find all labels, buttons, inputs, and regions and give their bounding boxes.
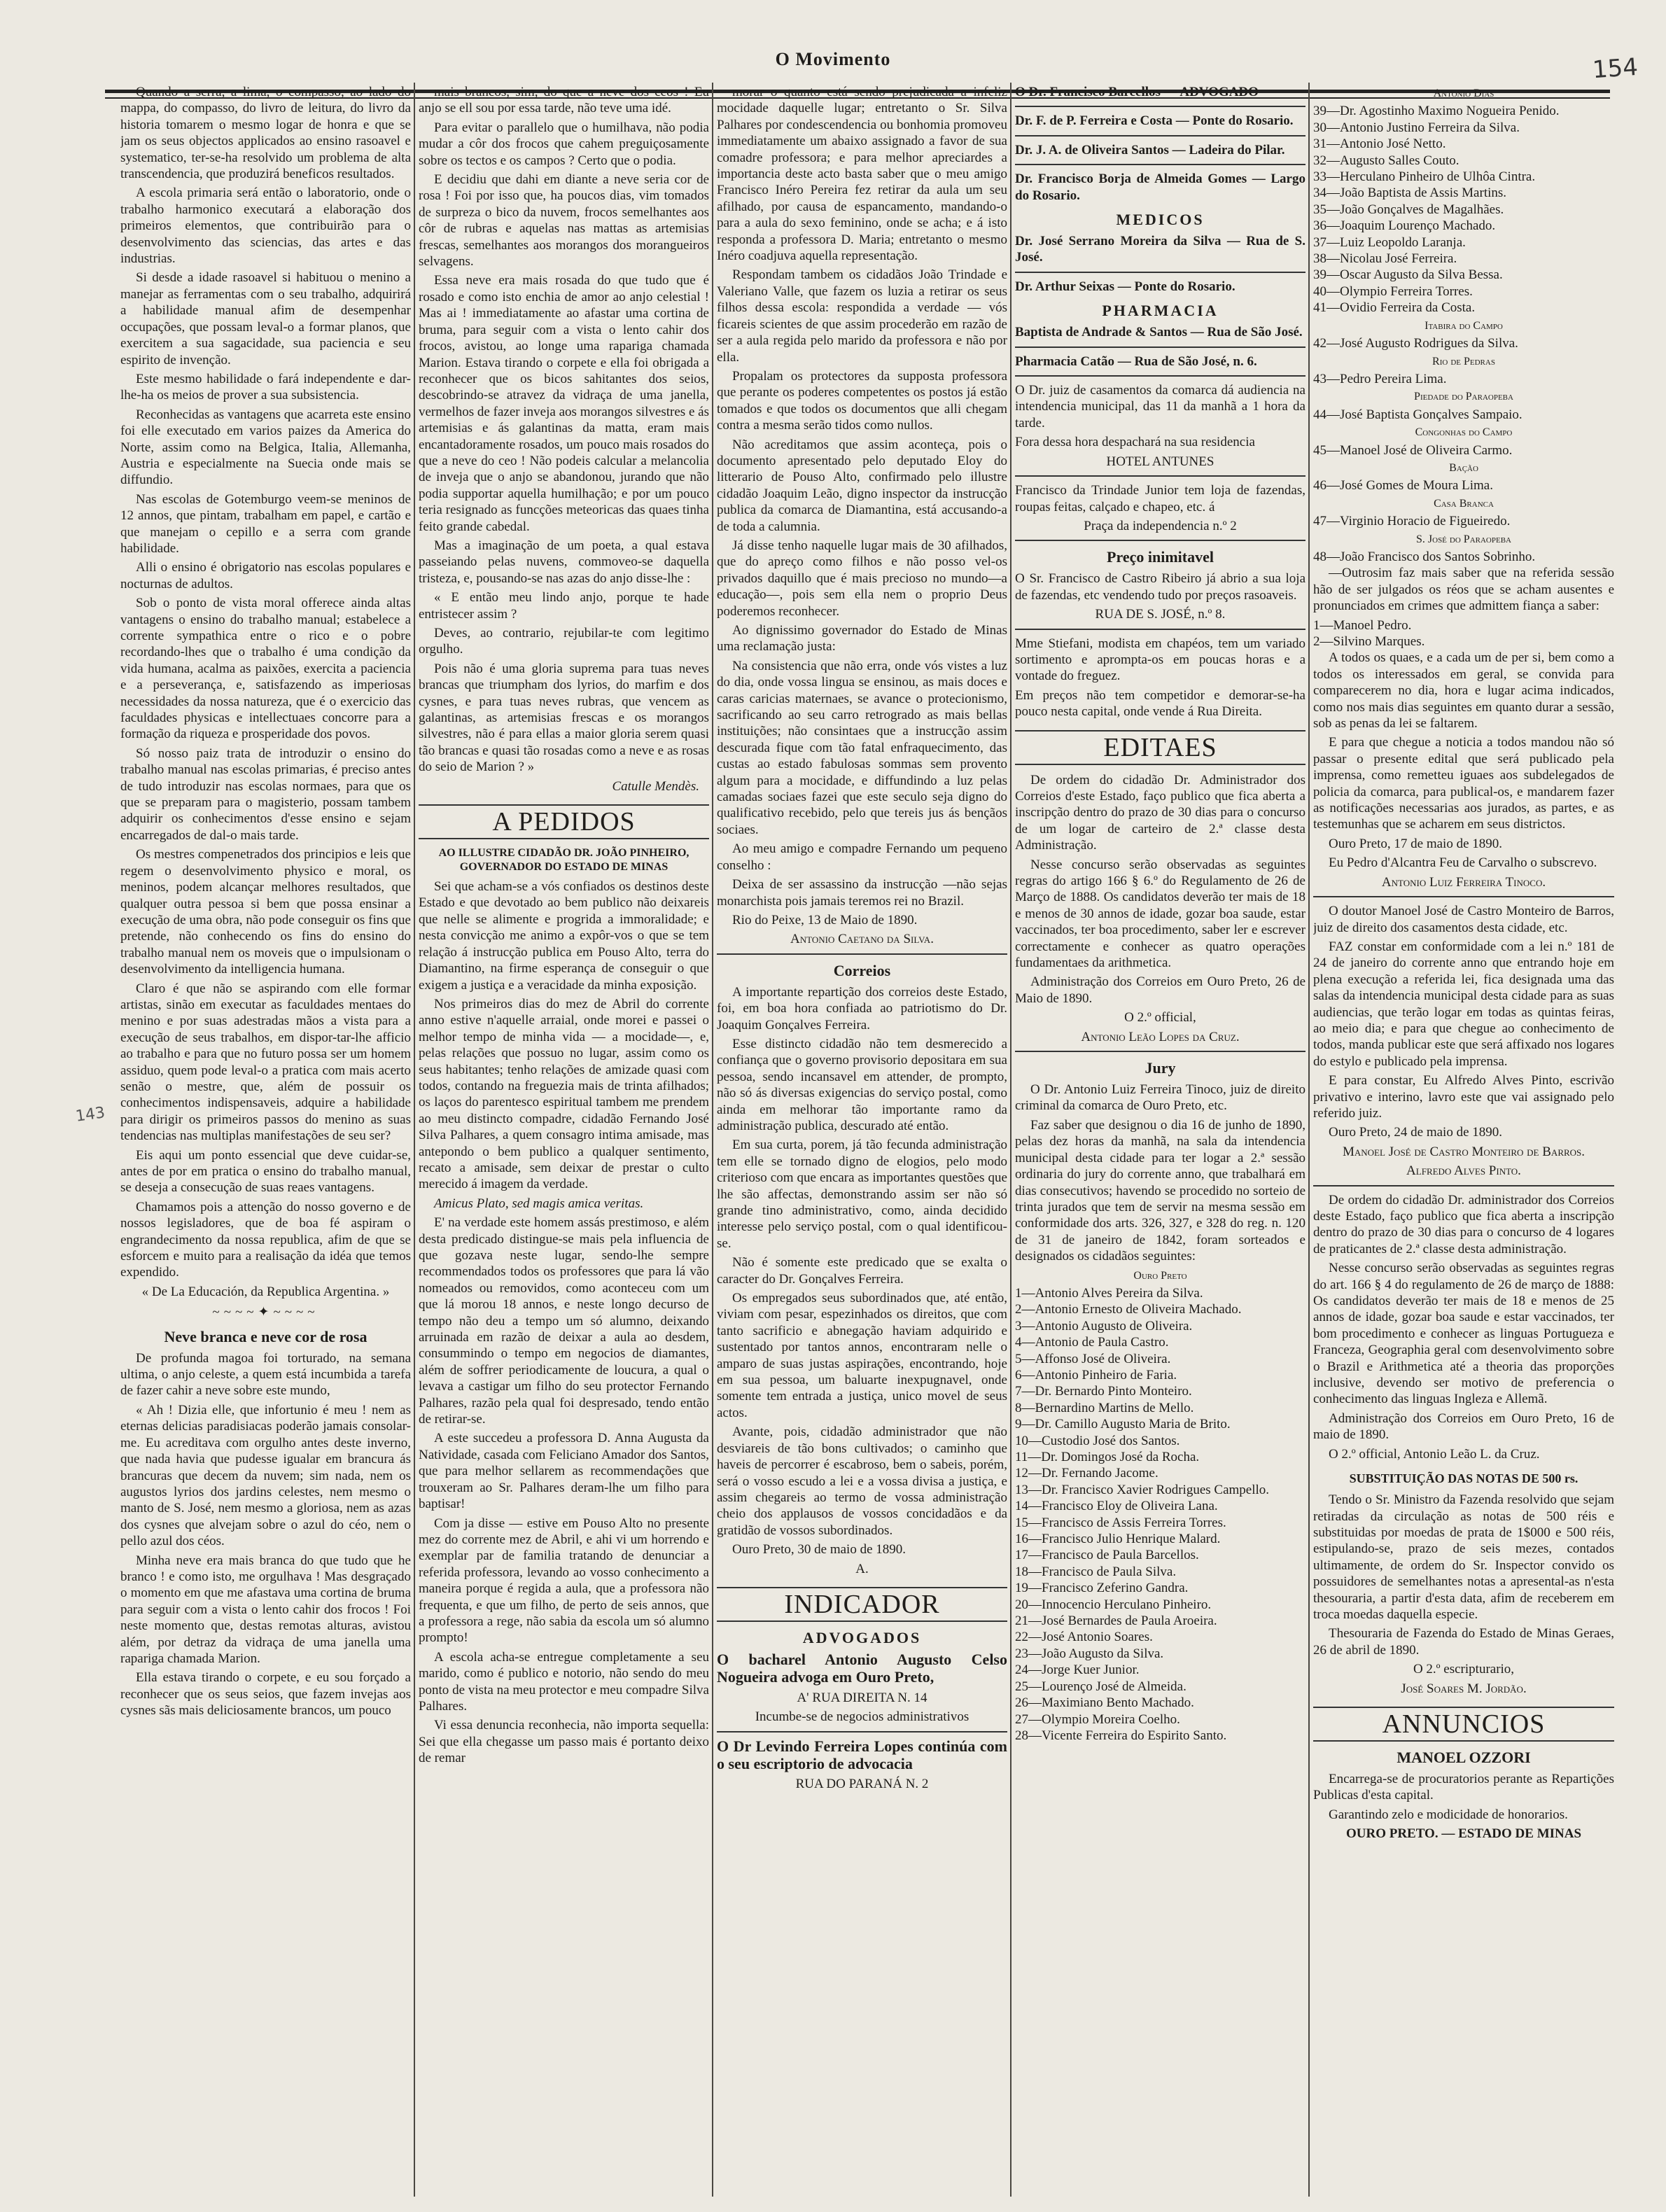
article-paragraph: « Ah ! Dizia elle, que infortunio é meu ! nem as eternas delicias paradisiacas poderão jamais consolar-me. Eu acreditava com orgulho antes deste inverno, que nada havia que pudesse igualar em brancura ás brancuras que decem da nuvem; sim nada, nem os augustos lyrios dos jardins celestes, nem mesmo o manto de S. José, nem mesmo a gloriosa, nem as azas dos cysnes que alvejam sobre o azul do céo, nem o pello azul dos céos.	[120, 1402, 411, 1549]
juror-entry: 15—Francisco de Assis Ferreira Torres.	[1015, 1515, 1226, 1530]
juror-entry: 40—Olympio Ferreira Torres.	[1313, 284, 1473, 299]
directory-entry: Baptista de Andrade & Santos — Rua de São José.	[1015, 325, 1303, 340]
ad-heading-preco: Preço inimitavel	[1107, 548, 1214, 566]
edict-signature: Antonio Luiz Ferreira Tinoco.	[1381, 874, 1546, 890]
column-divider	[1010, 83, 1011, 2197]
juror-entry: 41—Ovidio Ferreira da Costa.	[1313, 300, 1476, 316]
lawyer-address: A' RUA DIREITA N. 14	[797, 1690, 927, 1705]
article-paragraph: Propalam os protectores da supposta professora que perante os poderes competentes os postos já estão tomados e que todos os documentos que alli chegam contra a mesma serão tidos como nullos.	[717, 368, 1007, 433]
place-date: Ouro Preto, 24 de maio de 1890.	[1329, 1125, 1503, 1140]
section-heading-indicador: INDICADOR	[717, 1587, 1007, 1622]
district-label: Ouro Preto	[1133, 1269, 1187, 1282]
article-paragraph: Em sua curta, porem, já tão fecunda administração tem elle se tornado digno de elogios, pelo modo criterioso com que encara as importantes questões que lhe são affectas, demonstrando assim ser não só grande tino administrativo, como, ainda decidido interesse pelo serviço postal, com o qual identificou-se.	[717, 1138, 1007, 1251]
article-paragraph: Deixa de ser assassino da instrucção —não sejas monarchista pois jamais teremos rei no Brazil.	[717, 877, 1007, 909]
juror-entry: 30—Antonio Justino Ferreira da Silva.	[1313, 120, 1520, 135]
article-paragraph: E' na verdade este homem assás prestimoso, e além desta predicado distingue-se mais pela influencia de que gozava neste lugar, sendo-lhe sempre recommendados todos os professores que para lá vão nomeados ou removidos, como aconteceu com um que lá morou 18 annos, e neste longo decurso de tempo não deu a tempo um só alumno, deixando arruinada em razão de deixar a aula ao desdem, consummindo o tempo em negocios de diamantes, além de soffrer periodicamente de loucura, a qual o levava a castigar um filho do seu protector Fernando Palhares, razão pela qual foi despresado, tendo então de retirar-se.	[419, 1215, 709, 1427]
juror-entry: 31—Antonio José Netto.	[1313, 136, 1446, 152]
juror-entry: 23—João Augusto da Silva.	[1015, 1646, 1164, 1661]
place-date: Ouro Preto, 17 de maio de 1890.	[1329, 836, 1503, 851]
section-rule	[1313, 896, 1614, 897]
column-4	[1015, 84, 1306, 2198]
place-date: Ouro Preto, 30 de maio de 1890.	[732, 1542, 906, 1558]
directory-entry: Pharmacia Catão — Rua de São José, n. 6.	[1015, 354, 1257, 369]
milliner-ad: Mme Stiefani, modista em chapéos, tem um variado sortimento e apromptа-os em poucas horas e a vontade do freguez.	[1015, 636, 1306, 684]
lawyer-note: Incumbe-se de negocios administrativos	[755, 1709, 969, 1725]
district-label: Bação	[1449, 461, 1478, 474]
article-paragraph: Essa neve era mais rosada do que tudo que é rosado e como isto enchia de amor ao anjo celestial ! Mas ai ! immediatamente ao afastar uma cortina de bruma, para seguir com a vista o lento cahir dos frocos, avistou, ao longe uma rapariga chamada Marion. Estava tirando o corpete e ella foi obrigada a reconhecer que os bicos sahitantes dos seios, descobrindo-se atravez da vidraça de uma janella, vermelhos de fazer inveja aos morangos silvestres e ás artemisias e ás galantinas da matta, eram mais encantadoramente rosados, um pouco mais rosados do que a neve do ceo ! Não podeis calcular a melancolia de inveja que o anjo se abandonou, jurando que não podia supportar aquella humilhação; e por um pouco teria resignado as funcções meteoricas das quaes tinha feito grande cabedal.	[419, 273, 709, 534]
article-paragraph: Chamamos pois a attenção do nosso governo e de nossos legisladores, que de boa fé aspiram o engrandecimento da nossa republica, afim de que se esforcem e muito para a realisação da idéa que temos expendido.	[120, 1199, 411, 1280]
article-paragraph: Nos primeiros dias do mez de Abril do corrente anno estive n'aquelle arraial, onde morei e passei o melhor tempo de minha vida — a mocidade—, e, pelas relações que possuo no lugar, assim como os seus habitantes; tenho relações de amizade quasi com todos, contando na freguezia mais de trinta afilhados; os laços do parentesco espiritual tambem me prendem ao meu distincto compadre, cidadão Fernando José Silva Palhares, a quem consagro intima amisade, mas antepondo o bem publico a qualquer sentimento, recato a amisade, sem deixar de prestar o culto merecido á imagem da verdade.	[419, 996, 709, 1192]
column-divider	[1308, 83, 1310, 2197]
ad-rule	[1015, 106, 1306, 107]
edict-paragraph: E para constar, Eu Alfredo Alves Pinto, escrivão privativo e interino, lavro este que vai assignado pelo referido juiz.	[1313, 1073, 1614, 1121]
article-paragraph: Mas a imaginação de um poeta, a qual estava passeiando pelas nuvens, commoveo-se daquella tristeza, e, pousando-se nas azas do anjo disse-lhe :	[419, 538, 709, 586]
article-paragraph: Sei que acham-se a vós confiados os destinos deste Estado e que devotado ao bem publico não deixareis que nelle se alimente e progrida a immoralidade; e nesta convicção me animo a expôr-vos o que se tem relação á instrucção publica em Pouso Alto, terra do Diamantino, na firme esperança de conseguir o que exigem a justiça e a veracidade da minha exposição.	[419, 879, 709, 993]
directory-entry: Dr. Arthur Seixas — Ponte do Rosario.	[1015, 279, 1236, 294]
poem-signature: Catulle Mendès.	[612, 778, 699, 794]
edict-paragraph: A todos os quaes, e a cada um de per si, bem como a todos os interessados em geral, se convida para comparecerem no dia, hora e lugar acima indicados, como nos mais dias seguintes em quanto durar a sessão, sob as penas da lei se faltarem.	[1313, 650, 1614, 732]
latin-quote: Amicus Plato, sed magis amica veritas.	[434, 1196, 644, 1211]
article-paragraph: A este succedeu a professora D. Anna Augusta da Natividade, casada com Feliciano Amador dos Santos, que para melhor sellarem as recommendações que trouxeram ao Sr. Palhares deram-lhe um filho para baptisar!	[419, 1431, 709, 1512]
juror-entry: 27—Olympio Moreira Coelho.	[1015, 1712, 1180, 1727]
article-paragraph: Pois não é uma gloria suprema para tuas neves brancas que triumpham dos lyrios, do marfim e dos cysnes, e para tuas neves rubras, que vencem as galantinas, as artemisias frescas e os morangos silvestres, não é para ellas a maior gloria serem quasi tão brancas e quasi tão rosadas como a neve e as rosas do seio de Marion ? »	[419, 661, 709, 775]
article-paragraph: Já disse tenho naquelle lugar mais de 30 afilhados, que do apreço como filhos e não posso vel-os privados daquillo que é mais precioso no mundo—a educação—, pois sem ella nem o proprio Deus poderemos reconhecer.	[717, 538, 1007, 619]
juror-entry: 37—Luiz Leopoldo Laranja.	[1313, 234, 1466, 250]
edict-paragraph: Nesse concurso serão observadas as seguintes regras do art. 166 § 4 do regulamento de 26 de março de 1888: Os candidatos deverão ter mais de 18 e menos de 25 annos de idade, gozar boa saude e estar vaccinados, ter bom procedimento e conhecer as linguas Portugueza e Franceza, Geographia geral com desenvolvimento sobre o Brazil e Arithmetica até a theoria das proporções inclusive, devendo ser motivo de preferencia o conhecimento das linguas Ingleza e Allemã.	[1313, 1261, 1614, 1407]
article-paragraph: « E então meu lindo anjo, porque te hade entristecer assim ?	[419, 590, 709, 622]
juror-entry: 39—Oscar Augusto da Silva Bessa.	[1313, 267, 1503, 283]
handwritten-page-number: 154	[1591, 52, 1639, 85]
article-paragraph: Os mestres compenetrados dos principios e leis que regem o desenvolvimento physico e moral, os meninos, podem alcançar melhores resultados, que qualquer outra pessoa si bem que possa ensinar a execução de uma obra, não pode conseguir os fins que pretende, não conhecendo os fins do ensino do trabalho manual nem os moveis que o impulsionam o desenvolvimento da intelligencia humana.	[120, 847, 411, 977]
article-paragraph: Si desde a idade rasoavel si habituou o menino a manejar as ferramentas com o seu trabalho, adquirirá a habilidade manual afim de desempenhar occupações, que possam leval-o a formar planos, que exercitem a sua sagacidade, sua paciencia e seu espirito de invenção.	[120, 270, 411, 368]
edict-paragraph: De ordem do cidadão Dr. Administrador dos Correios d'este Estado, faço publico que fica aberta a inscripção dentro do prazo de 30 dias para o concurso de um logar de carteiro de 2.ª classe desta Administração.	[1015, 772, 1306, 853]
edict-paragraph: Faz saber que designou o dia 16 de junho de 1890, pelas dez horas da manhã, na sala da intendencia municipal desta cidade para ter logar a 2.ª sessão ordinaria do jury do corrente anno, que trabalhará em dias consecutivos; havendo se procedido no sorteio de trinta jurados que tem de servir na mesma sessão em conformidade dos arts. 326, 327, e 328 do reg. n. 120 de 31 de janeiro de 1842, foram sorteados e designados os cidadãos seguintes:	[1015, 1117, 1306, 1264]
ad-rule	[1015, 475, 1306, 477]
section-heading-a-pedidos: A PEDIDOS	[419, 804, 709, 839]
juror-entry: 43—Pedro Pereira Lima.	[1313, 371, 1447, 386]
juror-entry: 4—Antonio de Paula Castro.	[1015, 1335, 1169, 1350]
juror-entry: 47—Virginio Horacio de Figueiredo.	[1313, 514, 1511, 529]
ad-rule	[717, 1731, 1007, 1732]
defendant-entry: 2—Silvino Marques.	[1313, 634, 1425, 649]
lawyer-ad-text: O Dr Levindo Ferreira Lopes continúa com o seu escriptorio de advocacia	[717, 1737, 1007, 1772]
juror-entry: 36—Joaquim Lourenço Machado.	[1313, 218, 1496, 234]
juror-entry: 28—Vicente Ferreira do Espirito Santo.	[1015, 1728, 1227, 1743]
article-paragraph: Avante, pois, cidadão administrador que não desviareis de tão bons cultivados; o caminho que haveis de percorrer é escabroso, bem o sabeis, porém, será o vosso escudo a lei e a vossa divisa a justiça, e assim chegareis ao termo de vossa administração cheio dos applausos de vossos concidadãos e da gratidão de vossos subordinados.	[717, 1424, 1007, 1538]
ad-rule	[1015, 375, 1306, 377]
directory-entry: Dr. J. A. de Oliveira Santos — Ladeira do Pilar.	[1015, 142, 1285, 158]
juror-entry: 44—José Baptista Gonçalves Sampaio.	[1313, 407, 1522, 422]
district-label: Rio de Pedras	[1432, 355, 1495, 368]
juror-entry: 20—Innocencio Herculano Pinheiro.	[1015, 1597, 1212, 1612]
directory-entry: Dr. F. de P. Ferreira e Costa — Ponte do Rosario.	[1015, 113, 1294, 129]
edict-signature: Manoel José de Castro Monteiro de Barros.	[1342, 1144, 1586, 1159]
place-date: Rio do Peixe, 13 de Maio de 1890.	[732, 912, 918, 927]
juror-entry: 11—Dr. Domingos José da Rocha.	[1015, 1450, 1200, 1464]
juror-entry: 6—Antonio Pinheiro de Faria.	[1015, 1367, 1177, 1382]
subsection-medicos: MEDICOS	[1116, 211, 1205, 229]
article-paragraph: A escola acha-se entregue completamente a seu marido, como é publico e notorio, não sendo do meu ponto de vista na meu protector e meu compadre Silva Palhares.	[419, 1649, 709, 1714]
juror-entry: 9—Dr. Camillo Augusto Maria de Brito.	[1015, 1417, 1231, 1432]
juror-entry: 5—Affonso José de Oliveira.	[1015, 1351, 1171, 1366]
letter-addressee: AO ILLUSTRE CIDADÃO DR. JOÃO PINHEIRO, GOVERNADOR DO ESTADO DE MINAS	[438, 847, 690, 874]
milliner-ad: Em preços não tem competidor e demorar-se-ha pouco nesta capital, onde vende á Rua Direita.	[1015, 687, 1306, 720]
article-paragraph: morar o quanto está sendo prejudicada a infeliz mocidade daquelle lugar; entretanto o Sr. Silva Palhares por condescendencia ou bonhomia promoveu immediatamente um abaixo assignado a favor de sua comadre professora; e para melhor apreciardes a importancia deste acto basta saber que o meu amigo Francisco Inéro Pereira fez retirar da aula um seu afilhado, por causa de espancamento, mandando-o para a aula do sexo feminino, onde se acha; e á isto responda a professora D. Maria; entretanto o mesmo Inéro coadjuva aquella representação.	[717, 85, 1007, 264]
article-paragraph: Alli o ensino é obrigatorio nas escolas populares e nocturnas de adultos.	[120, 560, 411, 592]
juror-entry: 33—Herculano Pinheiro de Ulhôa Cintra.	[1313, 169, 1536, 185]
juror-entry: 17—Francisco de Paula Barcellos.	[1015, 1548, 1199, 1563]
store-ad: O Sr. Francisco de Castro Ribeiro já abrio a sua loja de fazendas, etc vendendo tudo por preços rasoaveis.	[1015, 571, 1306, 603]
juror-entry: 18—Francisco de Paula Silva.	[1015, 1564, 1177, 1579]
notice-judge: O Dr. juiz de casamentos da comarca dá audiencia na intendencia municipal, das 11 da manhã a 1 hora da tarde.	[1015, 383, 1306, 430]
subsection-pharmacia: PHARMACIA	[1102, 302, 1219, 320]
district-label: Piedade do Paraopeba	[1414, 391, 1513, 403]
section-rule	[1015, 1051, 1306, 1052]
juror-entry: 26—Maximiano Bento Machado.	[1015, 1695, 1194, 1711]
juror-entry: 42—José Augusto Rodrigues da Silva.	[1313, 336, 1518, 351]
ad-rule	[1015, 540, 1306, 541]
article-paragraph: Respondam tambem os cidadãos João Trindade e Valeriano Valle, que fazem os luzia a retirar os seus filhos dessa escola: respondida a verdade — vós ficareis scientes de que assim procederão em razão de ser a aula regida pelo marido da professora e não por ella.	[717, 267, 1007, 365]
section-rule	[1313, 1185, 1614, 1186]
lawyer-address: RUA DO PARANÁ N. 2	[795, 1777, 929, 1792]
directory-entry: Dr. José Serrano Moreira da Silva — Rua de S. José.	[1015, 234, 1306, 265]
juror-entry: 34—João Baptista de Assis Martins.	[1313, 186, 1507, 201]
juror-entry: 2—Antonio Ernesto de Oliveira Machado.	[1015, 1302, 1242, 1317]
notice-judge-residence: Fora dessa hora despachará na sua residencia	[1015, 435, 1255, 450]
article-paragraph: Deves, ao contrario, rejubilar-te com legitimo orgulho.	[419, 626, 709, 657]
article-title-jury: Jury	[1144, 1059, 1176, 1077]
edict-paragraph: De ordem do cidadão Dr. administrador dos Correios deste Estado, faço publico que fica aberta a inscripção dentro do prazo de 30 dias para o concurso de 4 logares de praticantes de 2.ª classe desta administração.	[1313, 1192, 1614, 1256]
district-label: Antonio Dias	[1433, 88, 1494, 99]
edict-paragraph: Tendo o Sr. Ministro da Fazenda resolvido que sejam retiradas da circulação as notas de 500 réis e substituidas por moedas de prata de 1$000 e 500 réis, estipulando-se, prazo de seis mezes, contados ultimamente, de ordem do Sr. Inspector convido os possuidores de semelhantes notas a apresental-as n'esta thesouraria, a partir d'esta data, afim de receberem em troca moedas daquella especie.	[1313, 1492, 1614, 1622]
juror-entry: 1—Antonio Alves Pereira da Silva.	[1015, 1285, 1203, 1301]
section-rule	[717, 953, 1007, 955]
juror-entry: 22—José Antonio Soares.	[1015, 1630, 1153, 1645]
article-paragraph: Ella estava tirando o corpete, e eu sou forçado a reconhecer que os seus seios, que fazem invejas aos cysnes sãs mais deliciosamente brancos, um pouco	[120, 1670, 411, 1718]
district-label: Casa Branca	[1434, 497, 1494, 510]
newspaper-title: O Movimento	[775, 49, 891, 69]
column-divider	[712, 83, 713, 2197]
ad-rule	[1015, 135, 1306, 136]
article-paragraph: Esse distincto cidadão não tem desmerecido a confiança que o governo provisorio depositara em sua pessoa, sendo incansavel em attender, de prompto, não só ás diversas exigencias do serviço postal, como ainda em melhorar tão importante ramo da administração publica, descurado até então.	[717, 1036, 1007, 1133]
hotel-name: HOTEL ANTUNES	[1106, 454, 1214, 469]
ad-rule	[1015, 629, 1306, 630]
article-paragraph: Claro é que não se aspirando com elle formar artistas, sinão em executar as faculdades mentaes do menino e por suas adestradas mãos a vista para a execução de seus trabalhos, em dispor-tar-lhe afficio ao trabalho e para que no futuro possa ser um homem assiduo, quem pode leval-o a pratica com mais acerto senão o mestre, que, além de possuir os conhecimentos indispensaveis, adquire a habilidade para dirigir os primeiros passos do menino as suas tendencias nas multiplas manifestações de seu ser?	[120, 981, 411, 1144]
juror-entry: 35—João Gonçalves de Magalhães.	[1313, 202, 1504, 217]
directory-entry: Dr. Francisco Borja de Almeida Gomes — Largo do Rosario.	[1015, 172, 1306, 203]
article-paragraph: Com ja disse — estive em Pouso Alto no presente mez do corrente mez de Abril, e ahi vi um horrendo e exemplar par de familia tratando de denunciar a referida professora, levando ao vosso conhecimento a maneira porque é regida a aula, que a professora não frequenta, e que um filho, de perto de seis annos, que a professora a rege, não sabia da escola um só alumno prompto!	[419, 1516, 709, 1646]
article-paragraph: Para evitar o parallelo que o humilhava, não podia mudar a côr dos frocos que cahem preguiçosamente sobre os tectos e os campos ? Certo que o podia.	[419, 120, 709, 168]
ad-paragraph: Encarrega-se de procuratorios perante as Repartições Publicas d'esta capital.	[1313, 1771, 1614, 1803]
column-3	[717, 84, 1007, 2198]
lawyer-ad-text: O bacharel Antonio Augusto Celso Nogueira advoga em Ouro Preto,	[717, 1650, 1007, 1686]
edict-paragraph: O doutor Manoel José de Castro Monteiro de Barros, juiz de direito dos casamentos desta cidade, etc.	[1313, 904, 1614, 935]
edict-paragraph: Administração dos Correios em Ouro Preto, 26 de Maio de 1890.	[1015, 974, 1306, 1006]
poem-title: Neve branca e neve cor de rosa	[164, 1327, 368, 1345]
article-source: « De La Educación, da Republica Argentina. »	[141, 1284, 390, 1299]
article-paragraph: Os empregados seus subordinados que, até então, viviam com pesar, espezinhados os direitos, que com tanto sacrificio e abnegação haviam adquirido e sustentado por tantos annos, encontraram nelle o amparo de suas justas aspirações, encontrando, hoje em sua pessoa, um baluarte inexpugnavel, onde somente tem entrada a justiça, unico movel de seus actos.	[717, 1291, 1007, 1420]
column-5	[1313, 84, 1614, 2198]
juror-list	[1313, 103, 1614, 316]
edict-official: O 2.º escripturario,	[1413, 1662, 1515, 1677]
district-label: Itabira do Campo	[1424, 319, 1503, 332]
article-signature: A.	[855, 1561, 869, 1576]
store-ad: Francisco da Trindade Junior tem loja de fazendas, roupas feitas, calçado e chapeo, etc. á	[1015, 483, 1306, 514]
article-paragraph: Eis aqui um ponto essencial que deve cuidar-se, antes de por em pratica o ensino do trabalho manual, se deseja a consecução de suas reaes vantagens.	[120, 1147, 411, 1196]
column-1	[120, 84, 411, 2198]
column-2	[419, 84, 709, 2198]
section-heading-editaes: EDITAES	[1015, 730, 1306, 765]
edict-paragraph: Eu Pedro d'Alcantra Feu de Carvalho o subscrevo.	[1329, 855, 1597, 871]
juror-entry: 39—Dr. Agostinho Maximo Nogueira Penido.	[1313, 104, 1560, 119]
article-paragraph: Este mesmo habilidade o fará independente e dar-lhe-ha os meios de prover a sua subsistencia.	[120, 371, 411, 403]
article-paragraph: Na consistencia que não erra, onde vós vistes a luz do dia, onde vossa lingua se ensinou, as mais doces e caras caricias maternaes, se avance o protecionismo, sacrificando ao seu carro retrogrado as mais bellas instituições; não consintaes que a instrucção assim descurada fique com tão fatal enfraquecimento, das custas ao estado fabulosas sommas sem provento algum para a mocidade, e diffundindo a luz pelas camadas sociaes fazei que este seculo seja digno do qualificativo recebido, pelo que tereis jus ás bençãos sociaes.	[717, 658, 1007, 837]
edict-signature: Antonio Leão Lopes da Cruz.	[1081, 1029, 1240, 1044]
column-divider	[414, 83, 415, 2197]
ad-address: OURO PRETO. — ESTADO DE MINAS	[1345, 1826, 1582, 1842]
letter-signature: Antonio Caetano da Silva.	[790, 932, 934, 947]
ad-rule	[1015, 346, 1306, 348]
defendant-entry: 1—Manoel Pedro.	[1313, 617, 1412, 633]
handwritten-margin-note: 143	[74, 1104, 106, 1126]
juror-entry: 16—Francisco Julio Henrique Malard.	[1015, 1532, 1221, 1547]
article-paragraph: Não é somente este predicado que se exalta o caracter do Dr. Gonçalves Ferreira.	[717, 1255, 1007, 1287]
article-paragraph: E decidiu que dahi em diante a neve seria cor de rosa ! Foi por isso que, ha poucos dias, vim tomados de surpreza o bico da nuvem, frocos semelhantes aos côr de rubras e aquelas nas mattas as artemisias frescas, semelhantes aos morangos dos morangueiros selvagens.	[419, 172, 709, 270]
edict-paragraph: Nesse concurso serão observadas as seguintes regras do artigo 166 § 6.º do Regulamento de 26 de Março de 1888. Os candidatos deverão ter mais de 18 e menos de 30 annos de idade, gozar boa saude, estar vaccinados, ter boa procedimento, saber ler e escrever correctamente e conhecer as quatro operações fundamentaes da arithmetica.	[1015, 857, 1306, 971]
juror-entry: 25—Lourenço José de Almeida.	[1015, 1679, 1186, 1694]
article-paragraph: Ao meu amigo e compadre Fernando um pequeno conselho :	[717, 841, 1007, 873]
article-paragraph: Minha neve era mais branca do que tudo que he branco ! e como isto, me orgulhava ! Mas desgraçado o momento em que me afastava uma cortina de bruma para seguir com a vista o lento cahir dos frocos ! Foi neste momento que, destas remotas alturas, avistou além, por detraz da vidraça de uma janella uma rapariga chamada Marion.	[120, 1553, 411, 1666]
juror-entry: 14—Francisco Eloy de Oliveira Lana.	[1015, 1499, 1218, 1514]
section-heading-annuncios: ANNUNCIOS	[1313, 1707, 1614, 1742]
juror-entry: 7—Dr. Bernardo Pinto Monteiro.	[1015, 1384, 1192, 1399]
district-label: S. José do Paraopeba	[1416, 533, 1511, 545]
district-label: Congonhas do Campo	[1415, 426, 1513, 439]
edict-paragraph: E para que chegue a noticia a todos mandou não só passar o presente edital que será publicado pela imprensa, como remetteu iguaes aos subdelegados de policia da comarca, para publical-os, e mandarem fazer as notificações necessarias aos jurados, as partes, e as testemunhas que se acharem em seus districtos.	[1313, 735, 1614, 832]
juror-entry: 19—Francisco Zeferino Gandra.	[1015, 1581, 1189, 1596]
store-address: Praça da independencia n.º 2	[1084, 518, 1237, 533]
edict-signature: José Soares M. Jordão.	[1401, 1681, 1527, 1696]
edict-official: O 2.º official,	[1124, 1010, 1196, 1026]
subsection-advogados: ADVOGADOS	[802, 1628, 922, 1646]
edict-signature: Alfredo Alves Pinto.	[1406, 1163, 1521, 1179]
ornament-divider: ~~~~✦~~~~	[212, 1305, 319, 1320]
ad-rule	[1015, 164, 1306, 165]
juror-entry: 38—Nicolau José Ferreira.	[1313, 251, 1457, 267]
article-paragraph: Sob o ponto de vista moral offerece ainda altas vantagens o ensino do trabalho manual; estabelece a corrente sympathica entre o rico e o pobre recordando-lhes que o trabalho é uma condição da vida humana, acalma as paixões, exercita a paciencia e a perseverança, e, satisfazendo as imperiosas necessidades da nossa natureza, que é o exercicio das faculdades physicas e intellectuaes concorre para a formação da riqueza e prosperidade dos povos.	[120, 596, 411, 742]
lawyer-ad	[717, 1738, 1007, 1774]
article-title-correios: Correios	[833, 961, 891, 979]
edict-paragraph: O 2.º official, Antonio Leão L. da Cruz.	[1329, 1446, 1540, 1462]
article-paragraph: A importante repartição dos correios deste Estado, foi, em boa hora confiada ao patriotismo do Dr. Joaquim Gonçalves Ferreira.	[717, 984, 1007, 1032]
ad-rule	[1015, 272, 1306, 273]
article-paragraph: Nas escolas de Gotemburgo veem-se meninos de 12 annos, que pintam, trabalham em papel, e cartão e que manejam o cepillo e a serra com grande habilidade.	[120, 491, 411, 556]
article-paragraph: Vi essa denuncia reconhecia, não importa sequella: Sei que ella chegasse um passo mais é portanto deixo de remar	[419, 1718, 709, 1766]
juror-entry: 10—Custodio José dos Santos.	[1015, 1433, 1180, 1448]
juror-entry: 21—José Bernardes de Paula Aroeira.	[1015, 1614, 1217, 1629]
juror-entry: 46—José Gomes de Moura Lima.	[1313, 478, 1493, 493]
juror-entry: 8—Bernardino Martins de Mello.	[1015, 1400, 1194, 1415]
edict-paragraph: O Dr. Antonio Luiz Ferreira Tinoco, juiz de direito criminal da comarca de Ouro Preto, etc.	[1015, 1082, 1306, 1114]
juror-entry: 13—Dr. Francisco Xavier Rodrigues Campello.	[1015, 1482, 1270, 1497]
article-paragraph: Reconhecidas as vantagens que acarreta este ensino foi elle executado em varios paizes da America do Norte, assim como na Belgica, Italia, Allemanha, Austria e especialmente na Suecia onde mais se diffundio.	[120, 407, 411, 488]
edict-paragraph: Thesouraria de Fazenda do Estado de Minas Geraes, 26 de abril de 1890.	[1313, 1626, 1614, 1658]
article-paragraph: Ao dignissimo governador do Estado de Minas uma reclamação justa:	[717, 623, 1007, 654]
notice-title-substituicao: SUBSTITUIÇÃO DAS NOTAS DE 500 rs.	[1349, 1471, 1578, 1486]
juror-entry: 48—João Francisco dos Santos Sobrinho.	[1313, 549, 1536, 564]
article-paragraph: A escola primaria será então o laboratorio, onde o trabalho harmonico executará a elaboração dos primeiros elementos, que contribuirão para o desenvolvimento das sciencias, das artes e das industrias.	[120, 186, 411, 267]
edict-paragraph: —Outrosim faz mais saber que na referida sessão hão de ser julgados os réos que se acham ausentes e pronunciados em crimes que admittem fiança a saber:	[1313, 566, 1614, 614]
article-paragraph: Não acreditamos que assim aconteça, pois o documento apresentado pelo deputado Eloy do litterario de Pouso Alto, confirmado pelo illustre cidadão Joaquim Leão, digno inspector da instrucção publica da comarca de Diamantina, está accusando-a de toda a calumnia.	[717, 437, 1007, 534]
article-paragraph: Só nosso paiz trata de introduzir o ensino do trabalho manual nas escolas primarias, é preciso antes de tudo introduzir nas escolas normaes, para que os que se preparam para o magisterio, possam tambem adquirir os conhecimentos d'esse ensino e sejam encarregados de dal-o mais tarde.	[120, 746, 411, 843]
masthead	[0, 21, 1666, 84]
juror-entry: 24—Jorge Kuer Junior.	[1015, 1662, 1140, 1678]
directory-entry: O Dr. Francisco Barcellos — ADVOGADO	[1015, 85, 1259, 99]
ad-paragraph: Garantindo zelo e modicidade de honorarios.	[1329, 1807, 1568, 1822]
juror-entry: 3—Antonio Augusto de Oliveira.	[1015, 1318, 1193, 1334]
article-paragraph: Quando a serra, a lima, o compasso, ao lado do mappa, do compasso, do livro de leitura, do livro da historia tomarem o mesmo logar de honra e que se jam os seus objectos applicados ao ensino rasoavel e systematico, ter-se-ha resolvido um problema de alta transcendencia, que produzirá beneficos resultados.	[120, 85, 411, 182]
store-address: RUA DE S. JOSÉ, n.º 8.	[1095, 607, 1226, 622]
edict-paragraph: Administração dos Correios em Ouro Preto, 16 de maio de 1890.	[1313, 1410, 1614, 1443]
juror-entry: 12—Dr. Fernando Jacome.	[1015, 1466, 1158, 1481]
juror-list	[1015, 1285, 1306, 1744]
juror-entry: 32—Augusto Salles Couto.	[1313, 153, 1460, 168]
advertiser-name: MANOEL OZZORI	[1396, 1748, 1531, 1766]
article-paragraph: De profunda magoa foi torturado, na semana ultima, o anjo celeste, a quem está incumbida a tarefa de fazer cahir a neve sobre este mundo,	[120, 1350, 411, 1399]
juror-entry: 45—Manoel José de Oliveira Carmo.	[1313, 442, 1513, 458]
lawyer-ad	[717, 1651, 1007, 1687]
edict-paragraph: FAZ constar em conformidade com a lei n.º 181 de 24 de janeiro do corrente anno que entrando hoje em plena execução a referida lei, fica designada uma das salas da intendencia municipal desta cidade para as suas audiencias, que terão logar em todas as quintas feiras, ao meio dia; e para que chegue ao conhecimento de todos, manda publicar este que será affixado nos logares do estylo e publicado pela imprensa.	[1313, 939, 1614, 1069]
article-paragraph: mais brancos, sim, do que a neve dos ceos ! Eu anjo se ell sou por essa tarde, não teve uma idé.	[419, 85, 709, 116]
